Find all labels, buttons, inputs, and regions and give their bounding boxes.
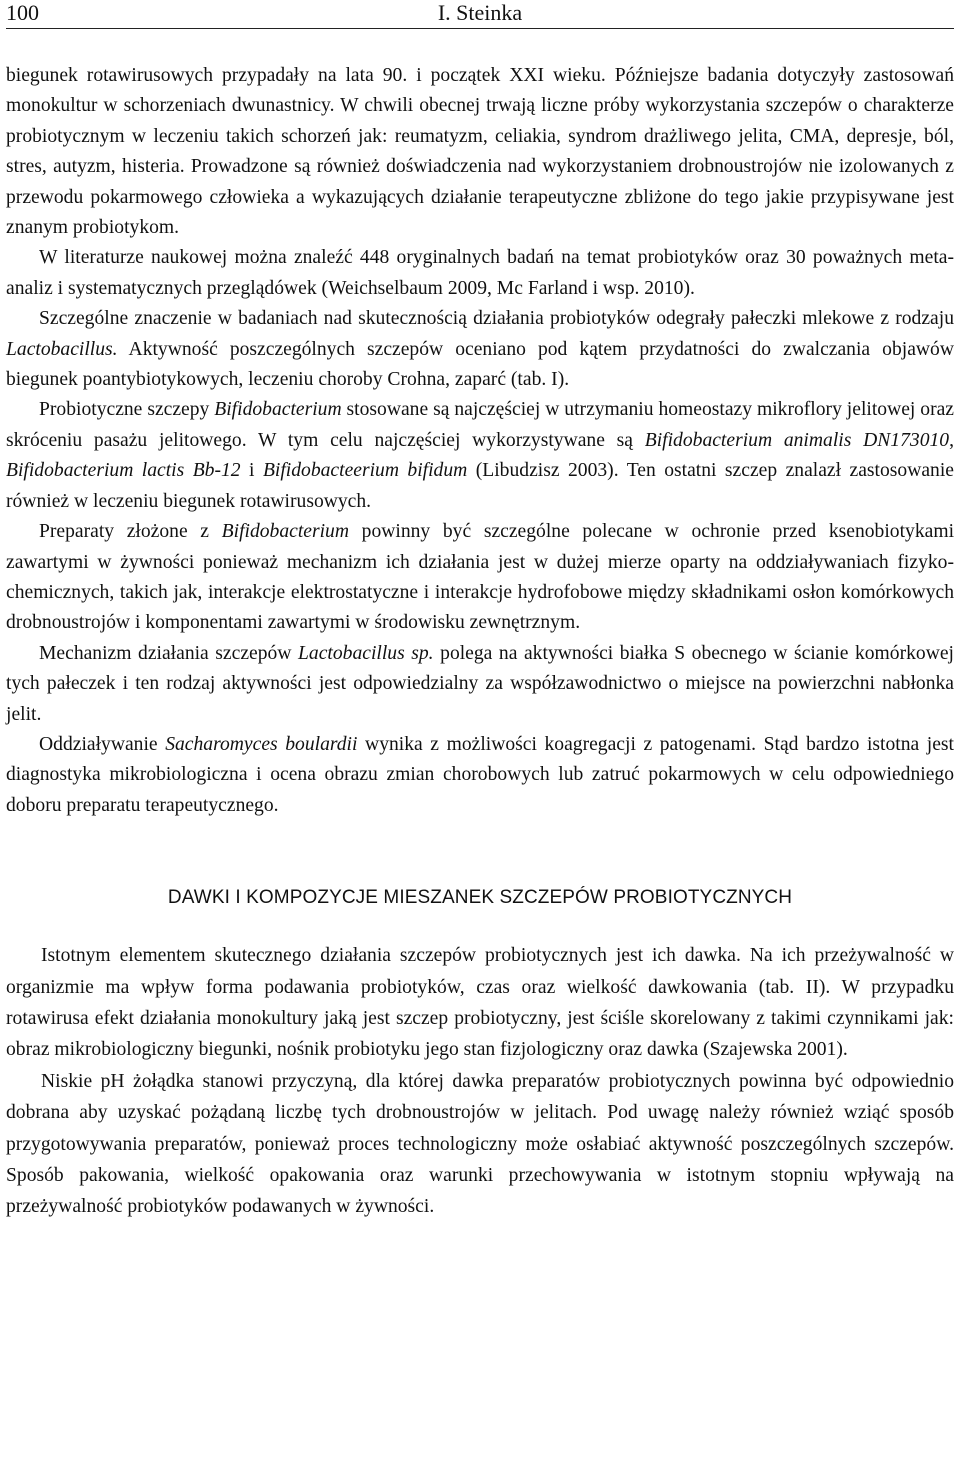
paragraph-2: W literaturze naukowej można znaleźć 448 oryginalnych badań na temat probiotyków oraz 30 poważnych meta-analiz i systematycznych przeglądówek (Weichselbaum 2009, Mc Farland i wsp. 2010). <box>6 247 954 299</box>
text-run: Mechanizm działania szczepów <box>39 642 299 664</box>
species-name: Bifidobacterium animalis DN173010 <box>644 429 950 451</box>
species-name: Bifidobacterium <box>221 521 349 543</box>
text-run: Szczególne znaczenie w badaniach nad skutecznością działania probiotyków odegrały pałeczki mlekowe z rodzaju <box>39 308 954 330</box>
text-run: i <box>240 460 263 482</box>
text-run: stosowane są najczęściej w utrzymaniu homeostazy mikroflory jelitowej oraz skróceniu pasażu jelitowego. W tym celu najczęściej wykorzystywane są <box>6 399 955 451</box>
text-run: , <box>949 429 954 451</box>
text-run: polega na aktywności białka S obecnego w ścianie komórkowej tych pałeczek i ten rodzaj aktywności jest odpowiedzialny za współzawodnictwo o miejsce na powierzchni nabłonka jelit. <box>6 642 954 725</box>
text-run: (Libudzisz 2003). Ten ostatni szczep znalazł zastosowanie również w leczeniu biegunek rotawirusowych. <box>6 460 954 512</box>
body-text <box>6 61 954 1223</box>
paragraph-4 <box>6 395 954 517</box>
running-title: I. Steinka <box>437 0 523 25</box>
species-name: Bifidobacterium lactis Bb-12 <box>6 460 241 482</box>
paragraph-9: Niskie pH żołądka stanowi przyczyną, dla której dawka preparatów probiotycznych powinna być odpowiednio dobrana aby uzyskać pożądaną liczbę tych drobnoustrojów w jelitach. Pod uwagę należy również wziąć sposób przygotowywania preparatów, ponieważ proces technologiczny może osłabiać aktywność poszczególnych szczepów. Sposób pakowania, wielkość opakowania oraz warunki przechowywania w istotnym stopniu wpływają na przeżywalność probiotyków podawanych w żywności. <box>6 1070 954 1218</box>
paragraph-8: Istotnym elementem skutecznego działania szczepów probiotycznych jest ich dawka. Na ich przeżywalność w organizmie ma wpływ forma podawania probiotyków, czas oraz wielkość dawkowania (tab. II). W przypadku rotawirusa efekt działania monokultury jaką jest szczep probiotyczny, jest ściśle skorelowany z takimi czynnikami jak: obraz mikrobiologiczny biegunki, nośnik probiotyku jego stan fizjologiczny oraz dawka (Szajewska 2001). <box>6 945 954 1061</box>
paragraph-5 <box>6 517 954 639</box>
text-run: Oddziaływanie <box>39 733 166 755</box>
paragraph-6 <box>6 639 954 730</box>
page-number: 100 <box>6 0 39 25</box>
text-run: Probiotyczne szczepy <box>39 399 215 421</box>
species-name: Lactobacillus. <box>6 338 118 360</box>
paragraph-3 <box>6 304 954 395</box>
paragraph-7 <box>6 730 954 821</box>
text-run: powinny być szczególne polecane w ochronie przed ksenobiotykami zawartymi w żywności ponieważ mechanizm ich działania jest w dużej mierze oparty na oddziaływaniach fizyko-chemicznych, takich jak, interakcje elektrostatyczne i interakcje hydrofobowe między składnikami osłon komórkowych drobnoustrojów i komponentami zawartymi w środowisku zewnętrznym. <box>6 521 955 634</box>
text-run: Preparaty złożone z <box>39 521 222 543</box>
section-heading: DAWKI I KOMPOZYCJE MIESZANEK SZCZEPÓW PROBIOTYCZNYCH <box>167 887 793 909</box>
species-name: Lactobacillus sp. <box>298 642 434 664</box>
species-name: Sacharomyces boulardii <box>165 733 358 755</box>
species-name: Bifidobacterium <box>214 399 342 421</box>
text-run: wynika z możliwości koagregacji z patogenami. Stąd bardzo istotna jest diagnostyka mikrobiologiczna i ocena obrazu zmian chorobowych lub zatruć pokarmowych w celu odpowiedniego doboru preparatu terapeutycznego. <box>6 733 954 816</box>
paragraph-1: biegunek rotawirusowych przypadały na lata 90. i początek XXI wieku. Późniejsze badania dotyczyły zastosowań monokultur w schorzeniach dwunastnicy. W chwili obecnej trwają liczne próby wykorzystania szczepów o charakterze probiotycznym w leczeniu takich schorzeń jak: reumatyzm, celiakia, syndrom drażliwego jelita, CMA, depresje, ból, stres, autyzm, histeria. Prowadzone są również doświadczenia nad wykorzystaniem drobnoustrojów nie izolowanych z przewodu pokarmowego człowieka a wykazujących działanie terapeutyczne zbliżone do tego jakie przypisywane jest znanym probiotykom. <box>6 65 954 239</box>
species-name: Bifidobacteerium bifidum <box>262 460 468 482</box>
running-header <box>6 0 954 29</box>
section-2 <box>6 940 954 1223</box>
text-run: Aktywność poszczególnych szczepów oceniano pod kątem przydatności do zwalczania objawów biegunek poantybiotykowych, leczeniu choroby Crohna, zaparć (tab. I). <box>6 338 954 391</box>
